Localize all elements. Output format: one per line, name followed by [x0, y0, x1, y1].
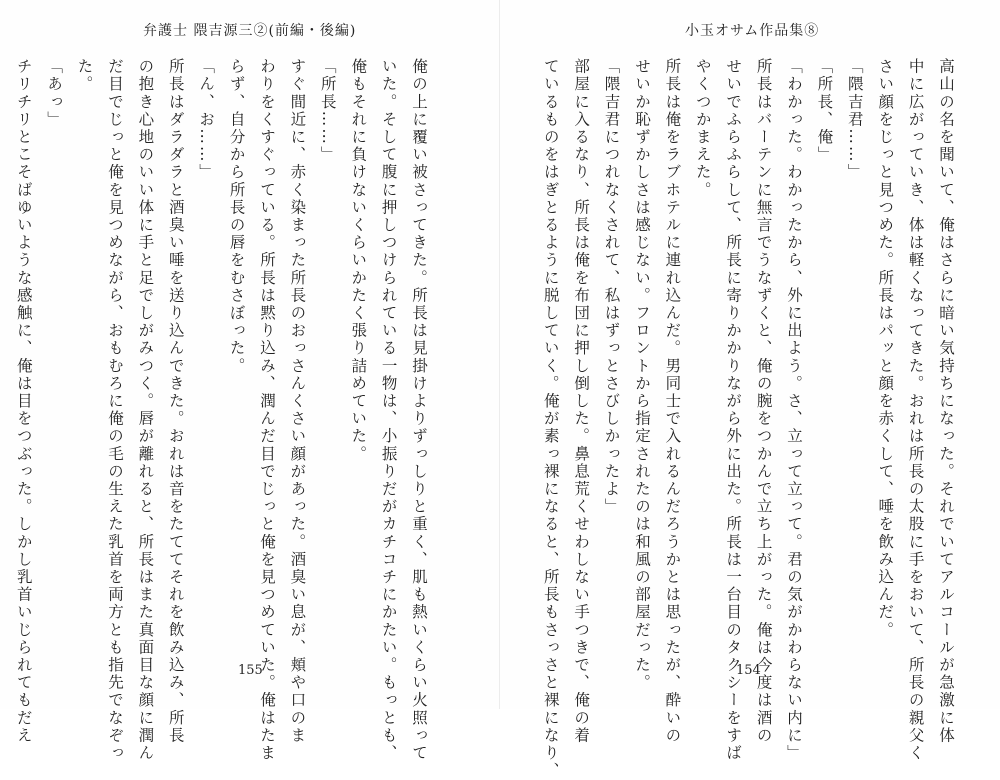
text-line: 「隈吉君につれなくされて、私はずっとさびしかったよ」 — [602, 58, 621, 516]
text-line: せいでふらふらして、所長に寄りかかりながら外に出た。所長は一台目のタクシーをすば — [724, 58, 743, 762]
left-page — [0, 0, 500, 762]
text-line: さい顔をじっと見つめた。所長はパッと顔を赤くして、唾を飲み込んだ。 — [876, 58, 895, 639]
text-line: 所長はダラダラと酒臭い唾を送り込んできた。おれは音をたててそれを飲み込み、所長 — [166, 58, 185, 745]
text-line: らず、自分から所長の唇をむさぼった。 — [227, 58, 246, 375]
text-line: 「ん、お……」 — [197, 58, 216, 182]
text-line: 俺もそれに負けないくらいかたく張り詰めていた。 — [349, 58, 368, 463]
text-line: 俺の上に覆い被さってきた。所長は見掛けよりずっしりと重く、肌も熱いくらい火照って — [410, 58, 428, 762]
right-page-header: 小玉オサム作品集⑧ — [685, 23, 820, 39]
text-line: 「所長、俺」 — [815, 58, 834, 164]
text-line: 所長はバーテンに無言でうなずくと、俺の腕をつかんで立ち上がった。俺は今度は酒の — [754, 58, 773, 745]
text-line: すぐ間近に、赤く染まった所長のおっさんくさい顔があった。酒臭い息が、頬や口のま — [288, 58, 307, 745]
text-line: やくつかまえた。 — [693, 58, 712, 199]
text-line: せいか恥ずかしさは感じない。フロントから指定されたのは和風の部屋だった。 — [632, 58, 651, 692]
text-line: 「わかった。わかったから、外に出よう。さ、立って立って。君の気がかわらない内に」 — [784, 58, 803, 762]
text-line: 所長は俺をラブホテルに連れ込んだ。男同士で入れるんだろうかとは思ったが、酔いの — [663, 58, 682, 745]
text-line: 部屋に入るなり、所長は俺を布団に押し倒した。鼻息荒くせわしない手つきで、俺の着 — [572, 58, 591, 745]
text-line: いた。そして腹に押しつけられている一物は、小振りだがカチコチにかたい。もっとも、 — [379, 58, 398, 762]
text-line: た。 — [75, 58, 94, 94]
right-page-number: 154 — [736, 663, 761, 678]
text-line: チリチリとこそばゆいような感触に、俺は目をつぶった。しかし乳首いじられてもだえ — [14, 58, 33, 745]
text-line: 「あっ」 — [45, 58, 64, 129]
left-page-number: 155 — [238, 663, 263, 678]
right-page — [500, 0, 1000, 780]
text-line: ているものをはぎとるように脱していく。俺が素っ裸になると、所長もさっさと裸になり、 — [541, 58, 560, 780]
text-line: 高山の名を聞いて、俺はさらに暗い気持ちになった。それでいてアルコールが急激に体 — [937, 58, 955, 745]
text-line: 中に広がっていき、体は軽くなってきた。おれは所長の太股に手をおいて、所長の親父く — [906, 58, 925, 762]
text-line: の抱き心地のいい体に手と足でしがみつく。唇が離れると、所長はまた真面目な顔に潤ん — [136, 58, 155, 762]
text-line: 「所長……」 — [318, 58, 337, 164]
text-line: わりをくすぐっている。所長は黙り込み、潤んだ目でじっと俺を見つめていた。俺はたま — [257, 58, 276, 762]
left-page-header: 弁護士 隈吉源三②(前編・後編) — [143, 23, 357, 39]
text-line: だ目でじっと俺を見つめながら、おもむろに俺の毛の生えた乳首を両方とも指先でなぞっ — [105, 58, 124, 762]
text-line: 「隈吉君……」 — [845, 58, 864, 182]
